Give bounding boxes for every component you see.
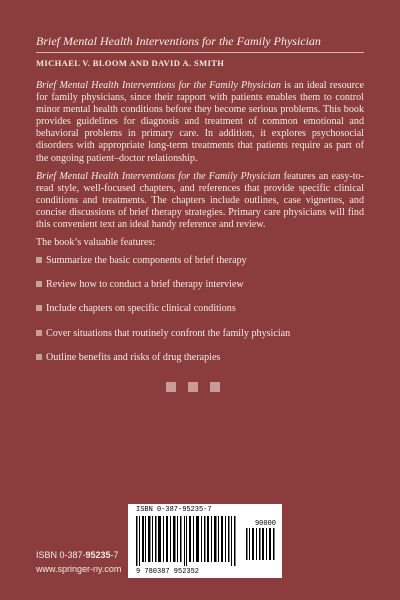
square-ornament-icon <box>210 382 220 392</box>
book-title: Brief Mental Health Interventions for the Family Physician <box>36 34 321 48</box>
paragraph-2-text: features an easy-to-read style, well-focused chapters, and references that provide specific clinical conditions and treatments. The chapters include outlines, case vignettes, and concise discussions of brief therapy strategies. Primary care physicians will find this convenient text an ideal handy reference and review. <box>36 170 364 231</box>
feature-item: Include chapters on specific clinical conditions <box>36 303 364 315</box>
isbn: ISBN 0-387-95235-7 <box>36 550 119 560</box>
barcode-price-code: 90000 <box>254 520 276 528</box>
barcode <box>128 504 282 578</box>
paragraph-2 <box>36 171 364 231</box>
square-bullet-icon <box>36 281 42 287</box>
square-bullet-icon <box>36 257 42 263</box>
square-ornament-icon <box>166 382 176 392</box>
barcode-isbn: ISBN 0-387-95235-7 <box>136 506 212 514</box>
authors: MICHAEL V. BLOOM AND DAVID A. SMITH <box>36 58 225 68</box>
paragraph-1 <box>36 80 364 165</box>
price-addon-bars-icon <box>246 528 276 560</box>
description <box>36 80 364 376</box>
barcode-bars-icon <box>136 516 236 566</box>
barcode-digits: 9 780387 952352 <box>136 568 200 576</box>
decorative-squares <box>166 382 220 392</box>
feature-item: Summarize the basic components of brief therapy <box>36 255 364 267</box>
features-intro: The book’s valuable features: <box>36 237 156 249</box>
paragraph-2-italic: Brief Mental Health Interventions for the Family Physician <box>36 170 281 182</box>
feature-item: Review how to conduct a brief therapy interview <box>36 279 364 291</box>
square-ornament-icon <box>188 382 198 392</box>
square-bullet-icon <box>36 330 42 336</box>
paragraph-1-italic: Brief Mental Health Interventions for the Family Physician <box>36 80 281 91</box>
feature-item: Outline benefits and risks of drug therapies <box>36 352 364 364</box>
publisher-url[interactable]: www.springer-ny.com <box>36 564 122 574</box>
square-bullet-icon <box>36 305 42 311</box>
square-bullet-icon <box>36 354 42 360</box>
paragraph-1-text: is an ideal resource for family physicians, since their rapport with patients enables them to control minor mental health conditions before they become serious problems. This book provides guidelines for diagnosis and treatment of common emotional and behavioral problems in primary care. In addition, it explores psychosocial disorders with appropriate long-term treatments that patients require as part of the ongoing patient–doctor relationship. <box>36 80 364 164</box>
features-list <box>36 255 364 363</box>
title-rule <box>36 52 364 53</box>
feature-item: Cover situations that routinely confront the family physician <box>36 328 364 340</box>
